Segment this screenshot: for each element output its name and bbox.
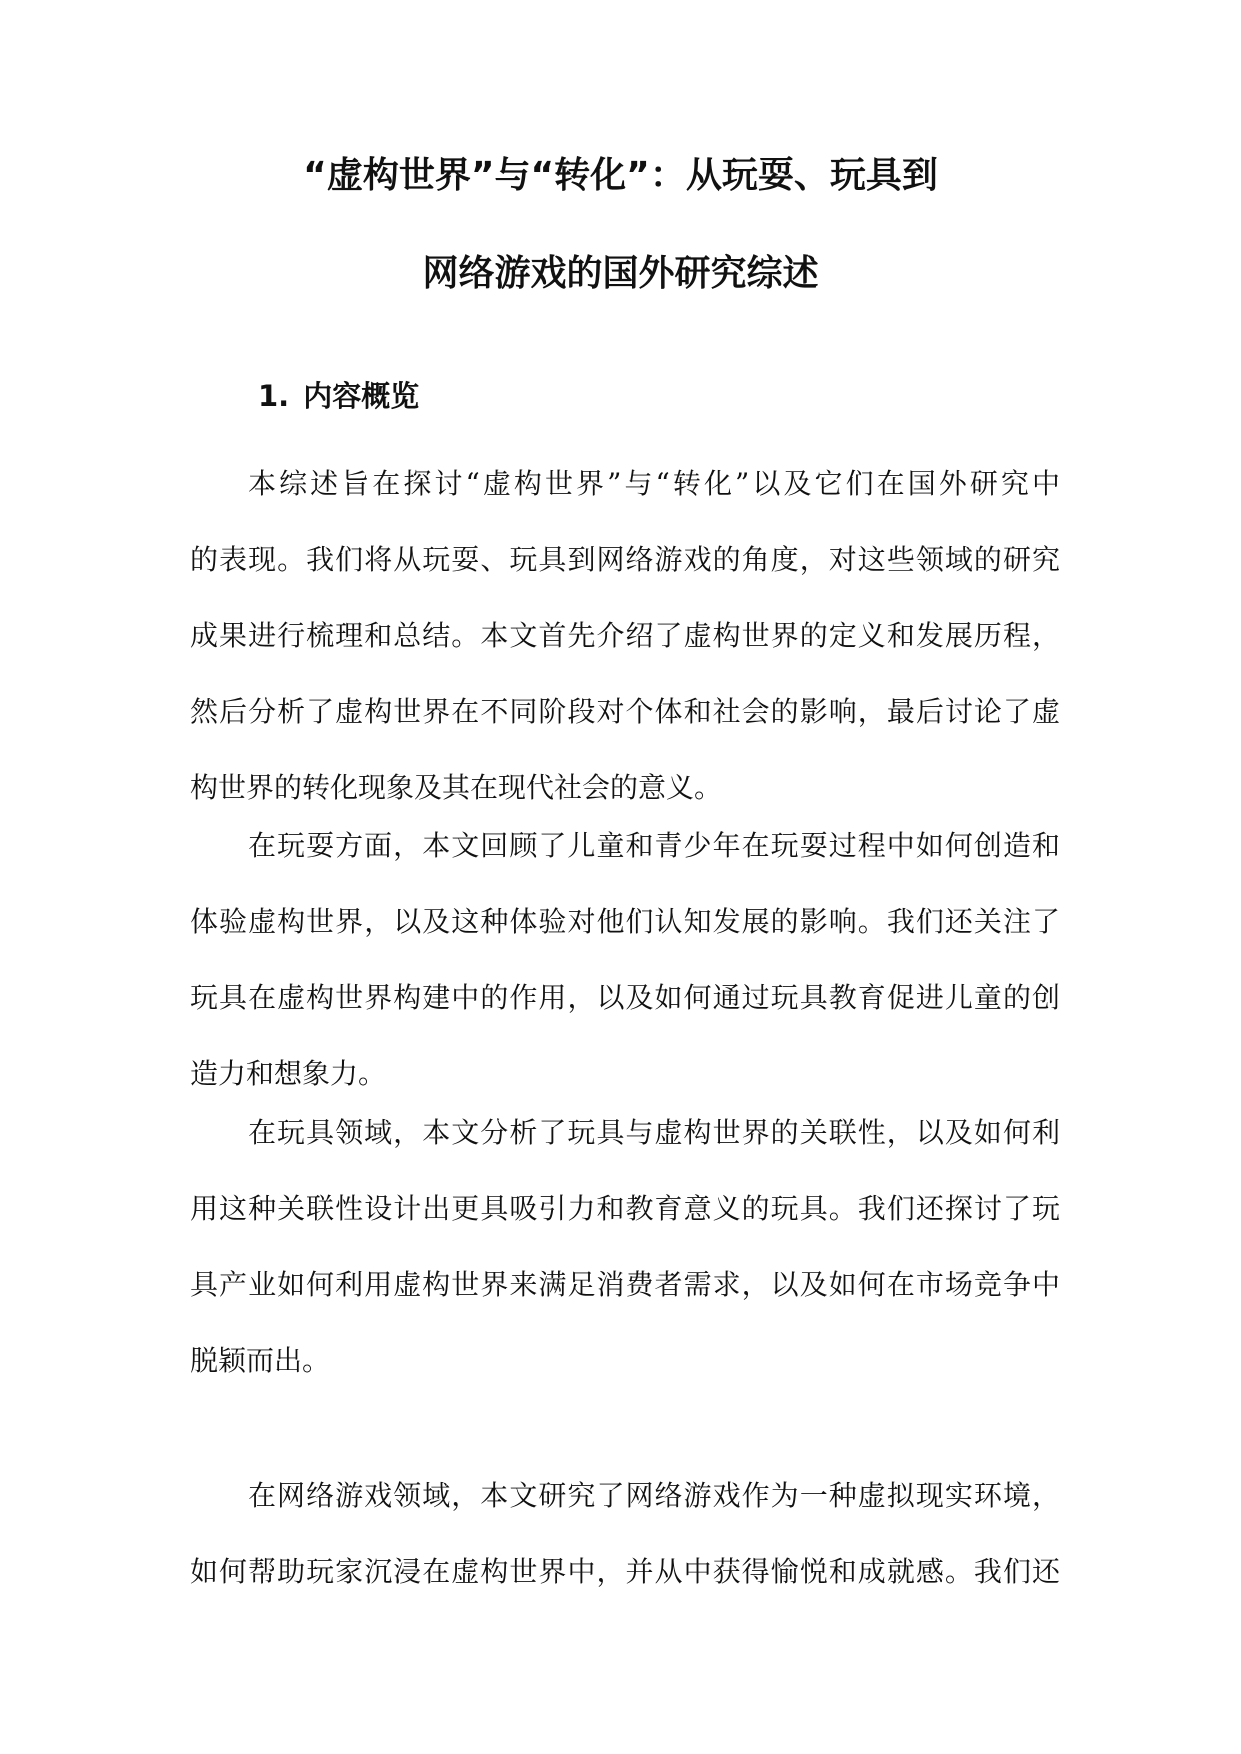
paragraph-3 (190, 1095, 1060, 1399)
section-number: 1. (258, 379, 290, 413)
paragraph-1 (190, 446, 1060, 826)
paragraph-line: 本综述旨在探讨“虚构世界”与“转化”以及它们在国外研究中 (248, 467, 1060, 500)
paragraph-line: 具产业如何利用虚构世界来满足消费者需求，以及如何在市场竞争中 (190, 1268, 1060, 1301)
paragraph-line: 用这种关联性设计出更具吸引力和教育意义的玩具。我们还探讨了玩 (190, 1192, 1060, 1225)
paragraph-line: 在网络游戏领域，本文研究了网络游戏作为一种虚拟现实环境， (248, 1479, 1060, 1512)
paragraph-line: 成果进行梳理和总结。本文首先介绍了虚构世界的定义和发展历程， (190, 619, 1060, 652)
paragraph-line: 在玩耍方面，本文回顾了儿童和青少年在玩耍过程中如何创造和 (248, 829, 1060, 862)
document-title-line-2: 网络游戏的国外研究综述 (422, 253, 819, 294)
paragraph-line: 的表现。我们将从玩耍、玩具到网络游戏的角度，对这些领域的研究 (190, 543, 1060, 576)
paragraph-line: 脱颖而出。 (190, 1344, 331, 1377)
document-title-line-1: “虚构世界”与“转化”：从玩耍、玩具到 (303, 155, 938, 196)
paragraph-line: 玩具在虚构世界构建中的作用，以及如何通过玩具教育促进儿童的创 (190, 981, 1060, 1014)
paragraph-line: 体验虚构世界，以及这种体验对他们认知发展的影响。我们还关注了 (190, 905, 1060, 938)
paragraph-line: 在玩具领域，本文分析了玩具与虚构世界的关联性，以及如何利 (248, 1116, 1060, 1149)
paragraph-2 (190, 808, 1060, 1112)
paragraph-line: 造力和想象力。 (190, 1057, 387, 1090)
section-heading (258, 376, 419, 416)
section-title: 内容概览 (303, 379, 420, 413)
paragraph-4 (190, 1458, 1060, 1610)
paragraph-line: 构世界的转化现象及其在现代社会的意义。 (190, 771, 723, 804)
paragraph-line: 然后分析了虚构世界在不同阶段对个体和社会的影响，最后讨论了虚 (190, 695, 1060, 728)
paragraph-line: 如何帮助玩家沉浸在虚构世界中，并从中获得愉悦和成就感。我们还 (190, 1555, 1060, 1588)
